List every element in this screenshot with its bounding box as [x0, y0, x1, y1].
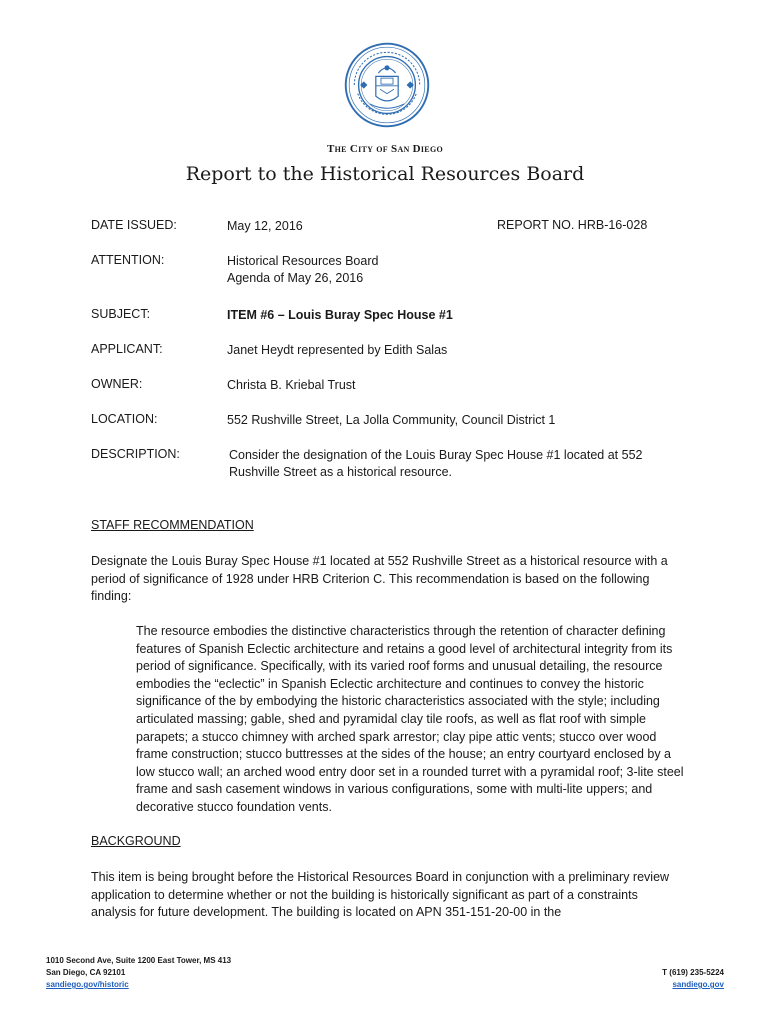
attention-label: ATTENTION:: [91, 253, 165, 267]
footer-address-line-2: San Diego, CA 92101: [46, 968, 126, 977]
location-value: 552 Rushville Street, La Jolla Community, Council District 1: [227, 413, 556, 427]
footer-address-line-1: 1010 Second Ave, Suite 1200 East Tower, MS 413: [46, 956, 232, 965]
staff-recommendation-intro: Designate the Louis Buray Spec House #1 located at 552 Rushville Street as a historical resource with a period of significance of 1928 under HRB Criterion C. This recommendation is based on the following finding:: [91, 554, 668, 603]
subject-value: ITEM #6 – Louis Buray Spec House #1: [227, 308, 453, 322]
staff-recommendation-finding: The resource embodies the distinctive characteristics through the retention of character defining features of Spanish Eclectic architecture and retains a good level of architectural integrity from its period of significance. Specifically, with its varied roof forms and unusual detailing, the resource embodies the “eclectic” in Spanish Eclectic architecture and continues to convey the historic significance of the by embodying the historic characteristics associated with the style; including articulated massing; gable, shed and pyramidal clay tile roofs, as well as flat roof with simple parapets; a stucco chimney with arched spark arrestor; clay pipe attic vents; stucco over wood frame construction; stucco buttresses at the sides of the house; an entry courtyard enclosed by a low stucco wall; an arched wood entry door set in a rounded turret with a pyramidal roof; 3-lite steel frame and sash casement windows in various configurations, some with multi-lite uppers; and decorative stucco foundation vents.: [136, 624, 684, 814]
footer-phone: T (619) 235-5224: [662, 968, 724, 977]
staff-recommendation-heading: STAFF RECOMMENDATION: [91, 518, 254, 532]
attention-value: [227, 253, 687, 287]
location-label: LOCATION:: [91, 412, 158, 426]
footer-website-link[interactable]: sandiego.gov: [672, 980, 724, 989]
report-number: REPORT NO. HRB-16-028: [497, 218, 648, 232]
description-label: DESCRIPTION:: [91, 447, 180, 461]
applicant-label: APPLICANT:: [91, 342, 163, 356]
footer-historic-link[interactable]: sandiego.gov/historic: [46, 980, 129, 989]
description-value: Consider the designation of the Louis Buray Spec House #1 located at 552 Rushville Street as a historical resource.: [229, 448, 643, 479]
city-seal-icon: [344, 42, 430, 128]
owner-value: Christa B. Kriebal Trust: [227, 378, 356, 392]
attention-line-2: Agenda of May 26, 2016: [227, 271, 364, 285]
date-issued-value: May 12, 2016: [227, 219, 303, 233]
footer-address: [46, 955, 231, 991]
city-name: The City of San Diego: [327, 143, 443, 155]
report-title: Report to the Historical Resources Board: [185, 163, 585, 185]
subject-label: SUBJECT:: [91, 307, 151, 321]
date-issued-label: DATE ISSUED:: [91, 218, 177, 232]
owner-label: OWNER:: [91, 377, 143, 391]
background-heading: BACKGROUND: [91, 834, 181, 848]
applicant-value: Janet Heydt represented by Edith Salas: [227, 343, 448, 357]
background-text: This item is being brought before the Historical Resources Board in conjunction with a preliminary review application to determine whether or not the building is historically significant as part of a constraints analysis for future development. The building is located on APN 351-151-20-00 in the: [91, 870, 670, 919]
footer-contact: [662, 967, 724, 991]
attention-line-1: Historical Resources Board: [227, 254, 379, 268]
